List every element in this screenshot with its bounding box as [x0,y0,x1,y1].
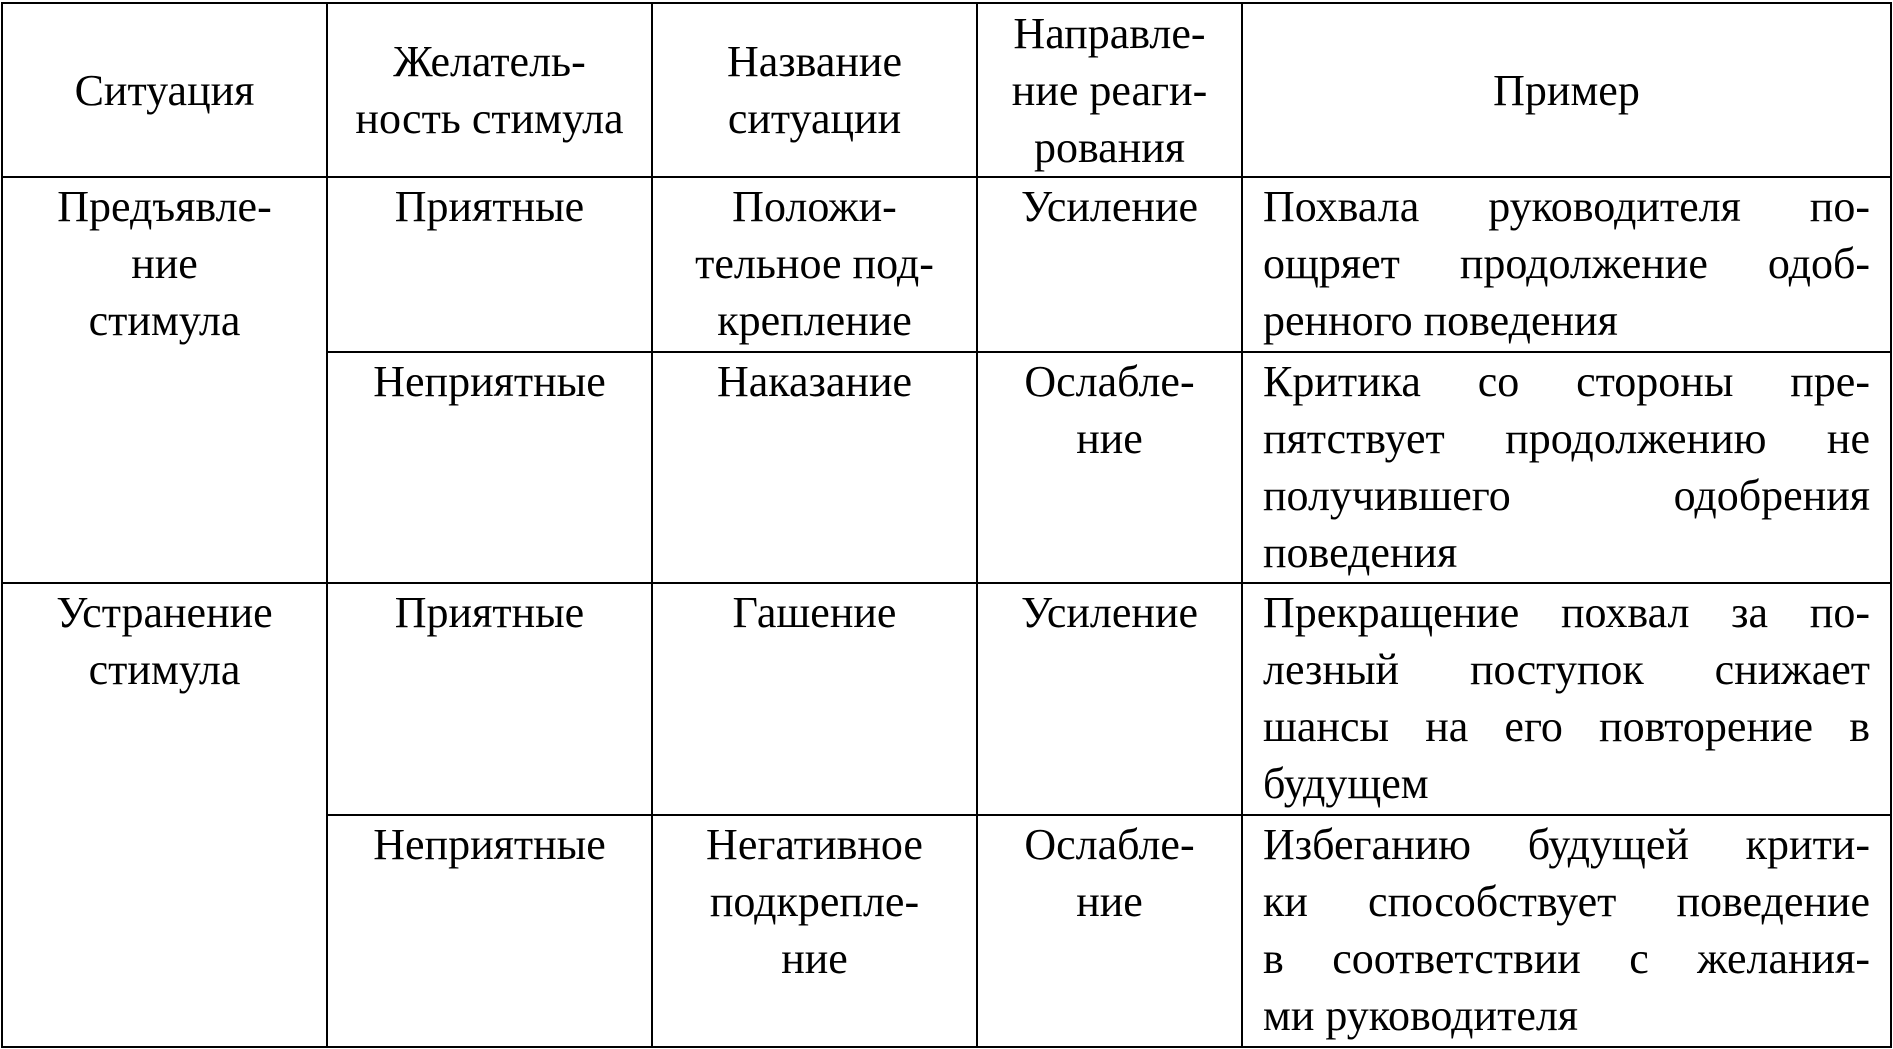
example-line: лезный поступок снижает [1263,645,1870,695]
desirability-cell [327,815,652,1047]
header-name [652,3,977,177]
situation-line: Устранение [56,588,273,638]
header-row [2,3,1891,177]
situation-line: стимула [88,645,241,695]
desirability-text: Неприятные [373,819,606,869]
table-row [2,583,1891,814]
desirability-text: Приятные [394,588,585,638]
direction-line: ние [1076,413,1143,463]
example-line: Прекращение похвал за по- [1263,588,1870,638]
header-direction-line: ние реаги- [1011,65,1208,115]
desirability-text: Неприятные [373,356,606,406]
situation-name-line: Гашение [732,588,897,638]
situation-name-cell [652,352,977,583]
direction-cell [977,352,1242,583]
example-cell [1242,583,1891,814]
situation-name-line: Наказание [716,356,913,406]
direction-cell [977,177,1242,351]
example-cell [1242,177,1891,351]
header-desirability [327,3,652,177]
situation-line: Предъявле- [57,182,272,232]
situation-name-line: крепление [717,296,912,346]
situation-name-cell [652,583,977,814]
situation-cell [2,583,327,1047]
situation-line: стимула [88,296,241,346]
header-situation [2,3,327,177]
situation-name-line: Положи- [732,182,897,232]
situation-name-line: Негативное [706,819,923,869]
desirability-cell [327,583,652,814]
situation-name-line: ние [781,933,848,983]
direction-cell [977,815,1242,1047]
header-name-line: ситуации [727,94,902,144]
header-example-line: Пример [1493,65,1640,115]
example-cell [1242,815,1891,1047]
header-desirability-line: Желатель- [393,37,586,87]
desirability-text: Приятные [394,182,585,232]
situation-name-line: тельное под- [695,239,934,289]
situation-name-line: подкрепле- [709,876,920,926]
example-line: Избеганию будущей крити- [1263,819,1870,869]
example-line: поведения [1263,527,1458,577]
direction-line: Усиление [1020,182,1199,232]
direction-line: Усиление [1020,588,1199,638]
situation-name-cell [652,815,977,1047]
direction-cell [977,583,1242,814]
header-example [1242,3,1891,177]
example-line: пятствует продолжению не [1263,413,1870,463]
example-line: Похвала руководителя по- [1263,182,1870,232]
situation-cell [2,177,327,583]
reinforcement-table [1,2,1892,1048]
example-line: ощряет продолжение одоб- [1263,239,1870,289]
header-situation-line: Ситуация [74,65,255,115]
direction-line: Ослабле- [1024,819,1195,869]
header-desirability-line: ность стимула [355,94,624,144]
header-direction [977,3,1242,177]
desirability-cell [327,352,652,583]
direction-line: ние [1076,876,1143,926]
table-row [2,177,1891,351]
example-line: ми руководителя [1263,990,1579,1040]
header-direction-line: Направле- [1013,8,1206,58]
example-line: ренного поведения [1263,296,1618,346]
example-line: получившего одобрения [1263,470,1870,520]
header-direction-line: рования [1033,122,1186,172]
desirability-cell [327,177,652,351]
example-line: ки способствует поведение [1263,876,1870,926]
situation-line: ние [131,239,198,289]
example-line: в соответствии с желания- [1263,933,1870,983]
example-line: Критика со стороны пре- [1263,356,1870,406]
header-name-line: Название [726,37,903,87]
direction-line: Ослабле- [1024,356,1195,406]
example-line: будущем [1263,759,1429,809]
situation-name-cell [652,177,977,351]
example-cell [1242,352,1891,583]
example-line: шансы на его повторение в [1263,702,1870,752]
